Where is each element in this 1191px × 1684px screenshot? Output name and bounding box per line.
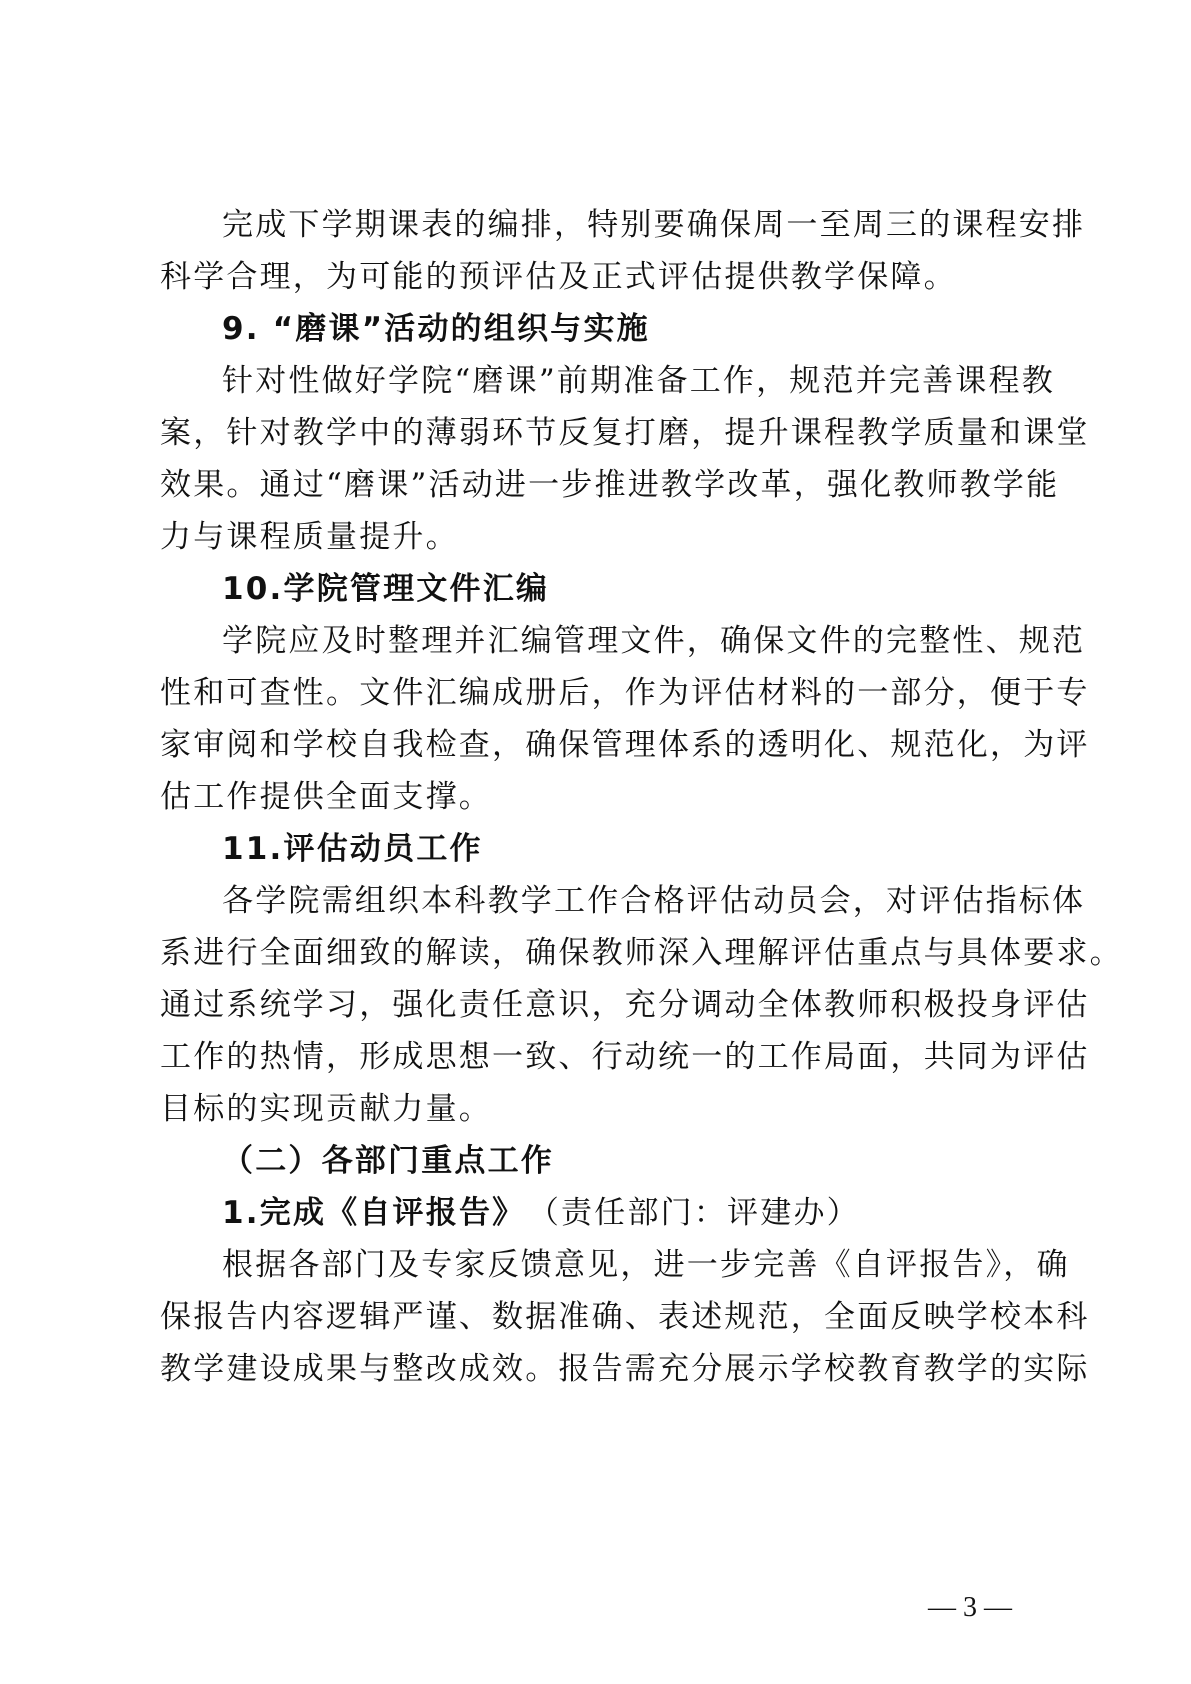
paragraph-line: 目标的实现贡献力量。 — [160, 1091, 492, 1127]
paragraph-line: 力与课程质量提升。 — [160, 519, 459, 555]
paragraph-line: 完成下学期课表的编排，特别要确保周一至周三的课程安排 — [222, 207, 1086, 243]
paragraph-line: 案，针对教学中的薄弱环节反复打磨，提升课程教学质量和课堂 — [160, 415, 1090, 451]
section-heading: 9. “磨课”活动的组织与实施 — [222, 311, 650, 347]
page-number: — 3 — — [928, 1592, 1012, 1623]
paragraph-line: 教学建设成果与整改成效。报告需充分展示学校教育教学的实际 — [160, 1351, 1090, 1387]
paragraph-line: 根据各部门及专家反馈意见，进一步完善《自评报告》，确 — [222, 1247, 1070, 1283]
paragraph-line: 家审阅和学校自我检查，确保管理体系的透明化、规范化，为评 — [160, 727, 1090, 763]
paragraph-line: 性和可查性。文件汇编成册后，作为评估材料的一部分，便于专 — [160, 675, 1090, 711]
paragraph-line: 工作的热情，形成思想一致、行动统一的工作局面，共同为评估 — [160, 1039, 1090, 1075]
section-heading: （二）各部门重点工作 — [222, 1143, 554, 1179]
paragraph-line: 通过系统学习，强化责任意识，充分调动全体教师积极投身评估 — [160, 987, 1090, 1023]
paragraph-line: 估工作提供全面支撑。 — [160, 779, 492, 815]
section-heading: 11.评估动员工作 — [222, 831, 483, 867]
paragraph-line: 保报告内容逻辑严谨、数据准确、表述规范，全面反映学校本科 — [160, 1299, 1090, 1335]
paragraph-line: 针对性做好学院“磨课”前期准备工作，规范并完善课程教 — [222, 363, 1055, 399]
paragraph-line: 系进行全面细致的解读，确保教师深入理解评估重点与具体要求。 — [160, 935, 1123, 971]
section-heading-title: 1.完成《自评报告》 — [222, 1195, 526, 1231]
responsible-department: （责任部门：评建办） — [543, 1195, 860, 1231]
paragraph-line: 效果。通过“磨课”活动进一步推进教学改革，强化教师教学能 — [160, 467, 1060, 503]
section-heading — [222, 1193, 1042, 1233]
paragraph-line: 学院应及时整理并汇编管理文件，确保文件的完整性、规范 — [222, 623, 1086, 659]
section-heading: 10.学院管理文件汇编 — [222, 571, 550, 607]
paragraph-line: 科学合理，为可能的预评估及正式评估提供教学保障。 — [160, 259, 957, 295]
paragraph-line: 各学院需组织本科教学工作合格评估动员会，对评估指标体 — [222, 883, 1086, 919]
